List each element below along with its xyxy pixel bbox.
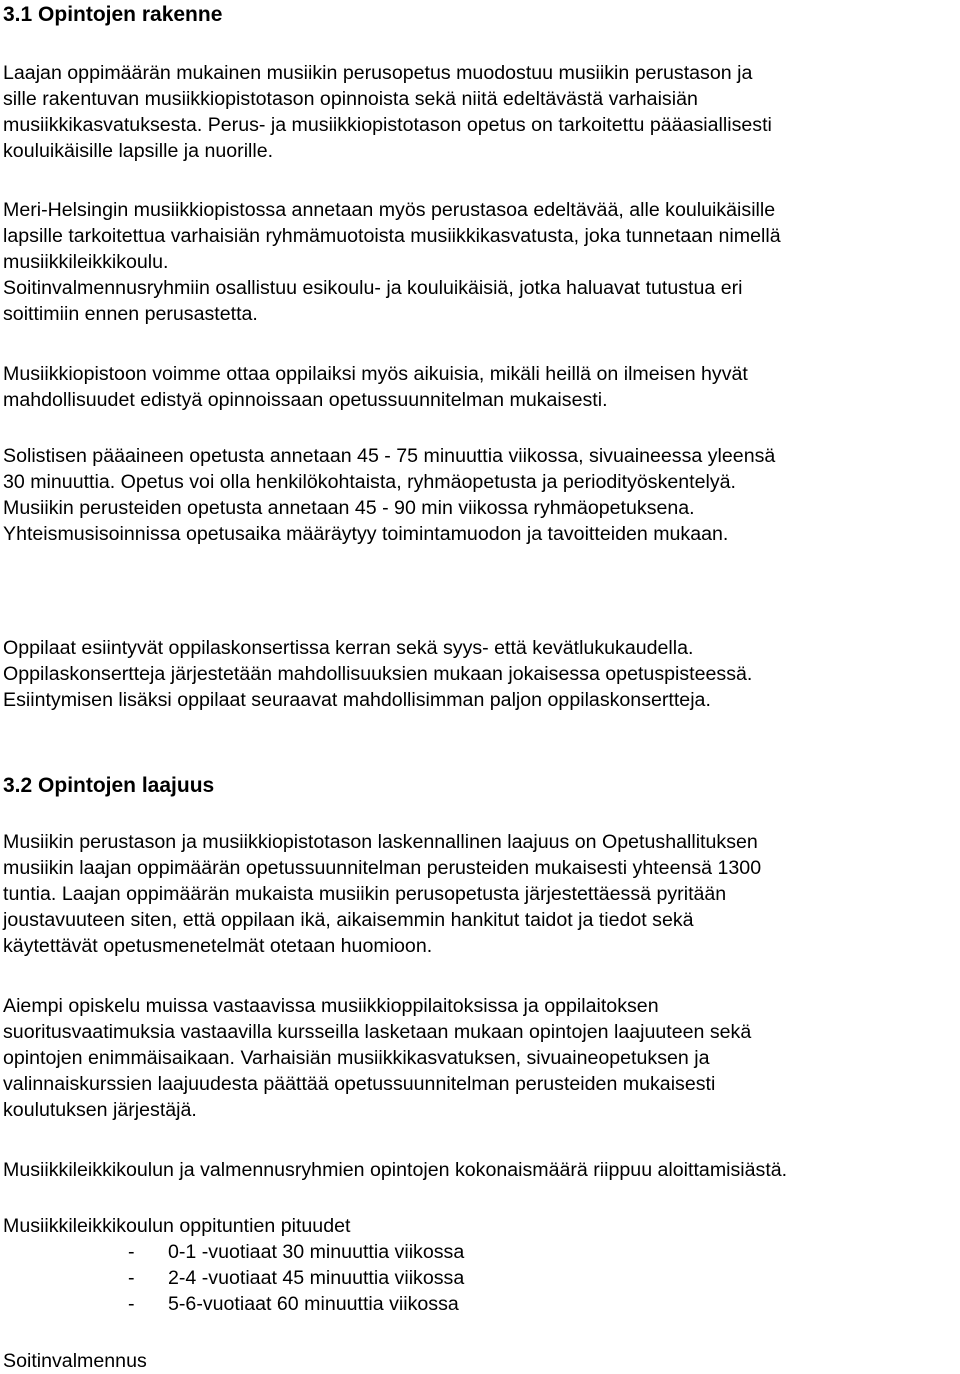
section-heading-structure: 3.1 Opintojen rakenne (3, 3, 223, 26)
text-line: 30 minuuttia. Opetus voi olla henkilökohtaista, ryhmäopetusta ja periodityöskentelyä. (3, 471, 737, 493)
text-line: Laajan oppimäärän mukainen musiikin perusopetus muodostuu musiikin perustason ja (3, 62, 753, 84)
text-line: Solistisen pääaineen opetusta annetaan 45 - 75 minuuttia viikossa, sivuaineessa yleensä (3, 445, 776, 467)
text-line: sille rakentuvan musiikkiopistotason opinnoista sekä niitä edeltävästä varhaisiän (3, 88, 698, 110)
text-line: Musiikkileikkikoulun oppituntien pituudet (3, 1215, 351, 1237)
paragraph-scope (3, 829, 761, 959)
list-dash: - (128, 1241, 135, 1263)
paragraph-lesson-times (3, 443, 775, 547)
text-line: Musiikin perusteiden opetusta annetaan 45 - 90 min viikossa ryhmäopetuksena. (3, 497, 695, 519)
paragraph-overview (3, 60, 772, 164)
text-line: Oppilaskonsertteja järjestetään mahdollisuuksien mukaan jokaisessa opetuspisteessä. (3, 663, 753, 685)
list-item-text: 5-6-vuotiaat 60 minuuttia viikossa (168, 1293, 459, 1315)
list-item-text: 2-4 -vuotiaat 45 minuuttia viikossa (168, 1267, 465, 1289)
text-line: kouluikäisille lapsille ja nuorille. (3, 140, 274, 162)
paragraph-early-childhood (3, 197, 781, 327)
paragraph-adults (3, 361, 748, 413)
text-line: Soitinvalmennus (3, 1350, 147, 1372)
paragraph-trailing (3, 1348, 147, 1374)
text-line: käytettävät opetusmenetelmät otetaan huomioon. (3, 935, 433, 957)
text-line: Yhteismusisoinnissa opetusaika määräytyy toimintamuodon ja tavoitteiden mukaan. (3, 523, 729, 545)
text-line: Esiintymisen lisäksi oppilaat seuraavat mahdollisimman paljon oppilaskonsertteja. (3, 689, 711, 711)
paragraph-concerts (3, 635, 752, 713)
paragraph-prior-studies (3, 993, 751, 1123)
text-line: koulutuksen järjestäjä. (3, 1099, 197, 1121)
paragraph-total-amount (3, 1157, 787, 1183)
text-line: opintojen enimmäisaikaan. Varhaisiän musiikkikasvatuksen, sivuaineopetuksen ja (3, 1047, 710, 1069)
list-title (3, 1213, 350, 1239)
text-line: Musiikin perustason ja musiikkiopistotason laskennallinen laajuus on Opetushallituksen (3, 831, 758, 853)
text-line: lapsille tarkoitettua varhaisiän ryhmämuotoista musiikkikasvatusta, joka tunnetaan nimellä (3, 225, 781, 247)
list-dash: - (128, 1267, 135, 1289)
section-heading-scope: 3.2 Opintojen laajuus (3, 774, 215, 797)
text-line: suoritusvaatimuksia vastaavilla kursseilla lasketaan mukaan opintojen laajuuteen sekä (3, 1021, 752, 1043)
text-line: Meri-Helsingin musiikkiopistossa annetaan myös perustasoa edeltävää, alle kouluikäisille (3, 199, 776, 221)
text-line: joustavuuteen siten, että oppilaan ikä, aikaisemmin hankitut taidot ja tiedot sekä (3, 909, 694, 931)
list-item-text: 0-1 -vuotiaat 30 minuuttia viikossa (168, 1241, 465, 1263)
text-line: mahdollisuudet edistyä opinnoissaan opetussuunnitelman mukaisesti. (3, 389, 608, 411)
text-line: musiikin laajan oppimäärän opetussuunnitelman perusteiden mukaisesti yhteensä 1300 (3, 857, 762, 879)
text-line: Soitinvalmennusryhmiin osallistuu esikoulu- ja kouluikäisiä, jotka haluavat tutustua eri (3, 277, 743, 299)
text-line: Musiikkileikkikoulun ja valmennusryhmien opintojen kokonaismäärä riippuu aloittamisiästä. (3, 1159, 788, 1181)
text-line: Oppilaat esiintyvät oppilaskonsertissa kerran sekä syys- että kevätlukukaudella. (3, 637, 694, 659)
text-line: Aiempi opiskelu muissa vastaavissa musiikkioppilaitoksissa ja oppilaitoksen (3, 995, 659, 1017)
text-line: soittimiin ennen perusastetta. (3, 303, 258, 325)
text-line: musiikkileikkikoulu. (3, 251, 169, 273)
text-line: Musiikkiopistoon voimme ottaa oppilaiksi myös aikuisia, mikäli heillä on ilmeisen hyvät (3, 363, 748, 385)
text-line: musiikkikasvatuksesta. Perus- ja musiikkiopistotason opetus on tarkoitettu pääasiallisesti (3, 114, 772, 136)
text-line: tuntia. Laajan oppimäärän mukaista musiikin perusopetusta järjestettäessä pyritään (3, 883, 727, 905)
list-dash: - (128, 1293, 135, 1315)
text-line: valinnaiskurssien laajuudesta päättää opetussuunnitelman perusteiden mukaisesti (3, 1073, 716, 1095)
